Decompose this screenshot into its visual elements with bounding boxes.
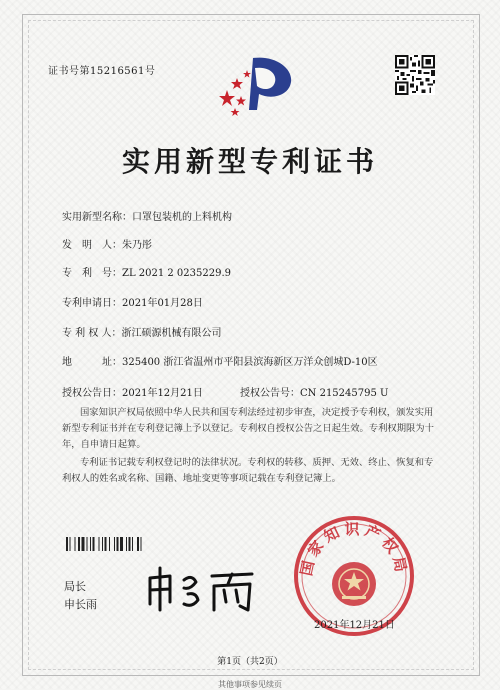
director-signature-icon [140,560,260,618]
field-label: 专利申请日： [62,298,122,309]
field-utility-model-name [62,208,232,223]
legal-paragraph-1: 国家知识产权局依照中华人民共和国专利法经过初步审查，决定授予专利权，颁发实用新型专利证书并在专利登记簿上予以登记。专利权自授权公告之日起生效。专利权期限为十年，自申请日起算。 [62,407,434,450]
certificate-number: 证书号第15216561号 [48,66,156,77]
field-value: 325400 浙江省温州市平阳县滨海新区万洋众创城D-10区 [122,357,378,368]
barcode-bar [90,537,91,551]
field-patentee [62,324,222,339]
barcode-bar [140,537,141,551]
barcode-bar [137,537,139,551]
field-value: 口罩包装机的上料机构 [132,212,232,223]
field-value: 朱乃彤 [122,240,152,251]
director-title: 局长 [64,580,86,593]
barcode-bar [92,537,94,551]
barcode-bar [66,537,68,551]
page-footer: 第1页（共2页） [217,657,283,667]
barcode-bar [109,537,110,551]
field-label: 地 址： [62,357,122,368]
barcode-bar [128,537,130,551]
field-grant-date [62,384,388,399]
director-name: 申长雨 [64,598,97,611]
field-inventor [62,236,152,251]
barcode-bar [132,537,133,551]
legal-paragraph-2: 专利证书记载专利权登记时的法律状况。专利权的转移、质押、无效、终止、恢复和专利权人的姓名或名称、国籍、地址变更等事项记载在专利登记簿上。 [62,457,434,484]
barcode-bar [70,537,71,551]
field-value: 浙江硕源机械有限公司 [121,328,222,339]
certificate-title: 实用新型专利证书 [121,145,378,178]
field-value: CN 215245795 U [300,388,389,399]
field-value: 2021年12月21日 [122,388,203,399]
barcode-bar [126,537,127,551]
field-patent-number [62,264,231,279]
barcode-bar [120,537,123,551]
barcode-bar [114,537,115,551]
field-label: 专 利 权 人： [62,328,122,339]
field-label: 授权公告号： [240,388,300,399]
barcode-bar [98,537,99,551]
field-label: 授权公告日： [62,388,122,399]
barcode-bar [82,537,85,551]
barcode-bar [104,537,106,551]
seal-date: 2021年12月21日 [314,620,395,631]
barcode-bar [74,537,75,551]
field-application-date [62,294,203,309]
cnipa-logo-icon [205,50,300,125]
field-address [62,353,378,368]
barcode-bar [116,537,118,551]
field-label: 实用新型名称： [62,212,132,223]
field-label: 发 明 人： [62,240,122,251]
barcode-bar [102,537,103,551]
field-value: 2021年01月28日 [122,298,203,309]
continuation-note: 其他事项参见续页 [218,680,282,689]
barcode-bar [86,537,87,551]
qr-code-icon [395,55,435,95]
field-label: 专 利 号： [62,268,122,279]
barcode-bar [78,537,80,551]
barcode-icon [66,537,186,551]
seal-text: 国家知识产权局 [297,520,411,578]
field-value: ZL 2021 2 0235229.9 [122,268,232,279]
